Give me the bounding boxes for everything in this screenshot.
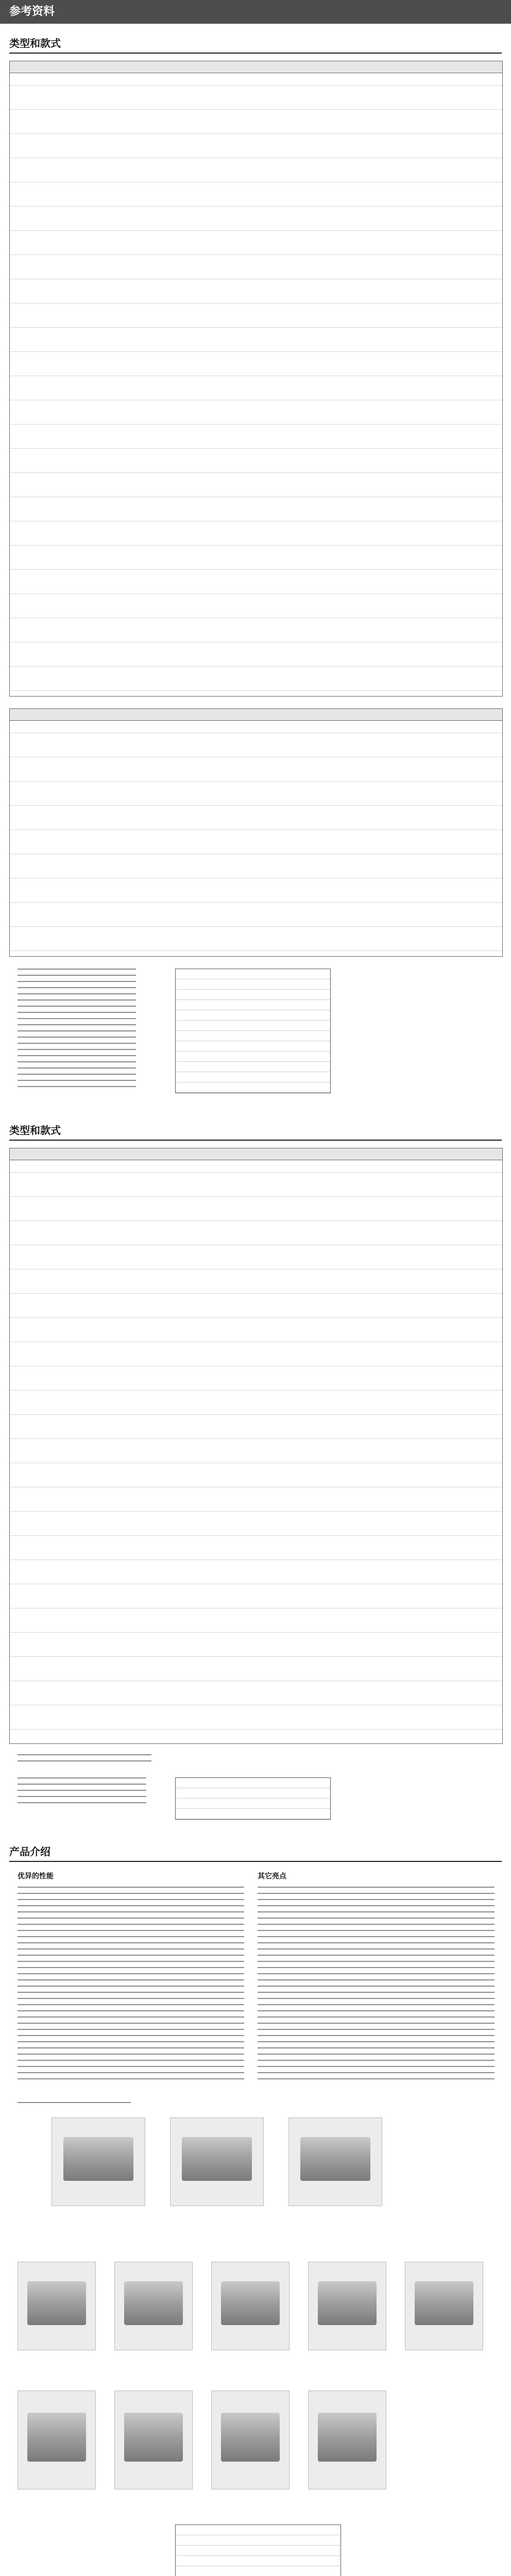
block-photo [211,2391,289,2489]
type-table-2 [9,708,503,957]
code-legend-box [175,969,331,1093]
advantages-text [18,1887,244,2082]
code-list-text [18,1777,146,1808]
block-photo [405,2262,483,2350]
advantages-heading: 优异的性能 [18,1872,54,1880]
section-title-types-1: 类型和款式 [9,37,61,49]
block-photo [308,2391,386,2489]
code-list-text [18,969,136,1092]
block-photo [288,2117,382,2206]
block-photo [18,2391,96,2489]
table-header [10,1148,502,1160]
block-photo [114,2391,193,2489]
code-legend-box [175,2524,341,2576]
block-photo [52,2117,145,2206]
type-table-3 [9,1148,503,1744]
table-header [10,709,502,721]
top-header-band [0,0,511,24]
section-rule [9,1861,502,1862]
section-rule [9,53,502,54]
block-photo [308,2262,386,2350]
section-title-product-intro: 产品介绍 [9,1845,50,1858]
other-highlights-heading: 其它亮点 [258,1872,286,1880]
other-highlights-text [258,1887,495,2082]
section-rule [9,1140,502,1141]
footnote-text [18,1754,151,1766]
block-photo [18,2262,96,2350]
block-photo [170,2117,264,2206]
photo-group-caption [18,2102,131,2108]
page-title: 参考资料 [9,5,55,18]
table-header [10,61,502,73]
section-title-types-2: 类型和款式 [9,1124,61,1137]
code-legend-box [175,1777,331,1820]
block-photo [211,2262,289,2350]
type-table-1 [9,61,503,697]
block-photo [114,2262,193,2350]
